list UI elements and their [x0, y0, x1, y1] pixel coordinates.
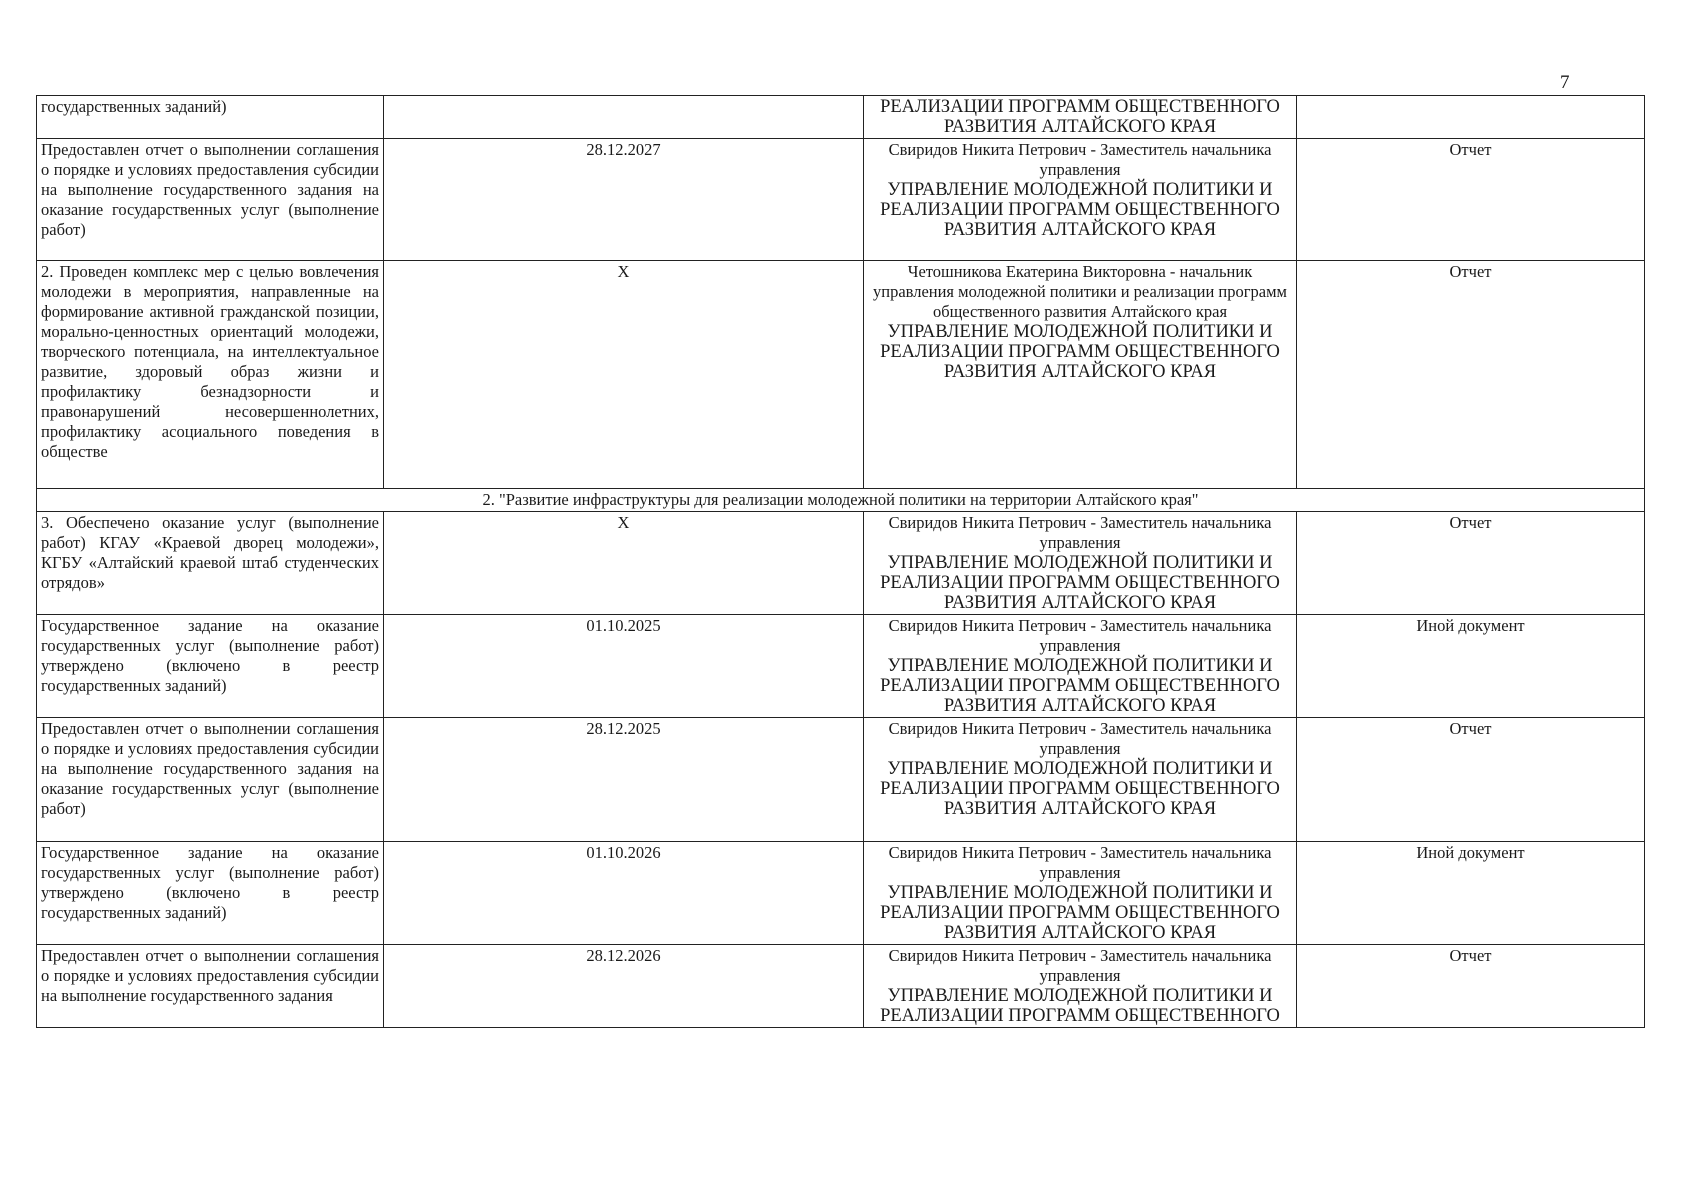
- date-cell: 01.10.2026: [384, 842, 864, 945]
- responsible-cell: [864, 842, 1297, 945]
- department-name: УПРАВЛЕНИЕ МОЛОДЕЖНОЙ ПОЛИТИКИ И РЕАЛИЗАЦИИ ПРОГРАММ ОБЩЕСТВЕННОГО РАЗВИТИЯ АЛТАЙСКОГО КРАЯ: [880, 883, 1280, 943]
- date-cell: 28.12.2027: [384, 139, 864, 261]
- document-type-cell: Отчет: [1297, 512, 1645, 615]
- responsible-cell: [864, 945, 1297, 1028]
- responsible-person: Свиридов Никита Петрович - Заместитель начальника управления: [888, 719, 1272, 758]
- event-cell: Предоставлен отчет о выполнении соглашения о порядке и условиях предоставления субсидии на выполнение государственного задания: [37, 945, 384, 1028]
- responsible-person: Четошникова Екатерина Викторовна - начальник управления молодежной политики и реализации программ общественного развития Алтайского края: [872, 262, 1287, 321]
- responsible-cell: [864, 512, 1297, 615]
- department-name: УПРАВЛЕНИЕ МОЛОДЕЖНОЙ ПОЛИТИКИ И РЕАЛИЗАЦИИ ПРОГРАММ ОБЩЕСТВЕННОГО: [880, 986, 1280, 1026]
- department-name: УПРАВЛЕНИЕ МОЛОДЕЖНОЙ ПОЛИТИКИ И РЕАЛИЗАЦИИ ПРОГРАММ ОБЩЕСТВЕННОГО РАЗВИТИЯ АЛТАЙСКОГО КРАЯ: [880, 759, 1280, 819]
- event-cell: государственных заданий): [37, 96, 384, 139]
- document-type-cell: [1297, 96, 1645, 139]
- responsible-cell: [864, 261, 1297, 489]
- responsible-person: Свиридов Никита Петрович - Заместитель начальника управления: [888, 140, 1272, 179]
- document-type-cell: Отчет: [1297, 945, 1645, 1028]
- document-type-cell: Иной документ: [1297, 842, 1645, 945]
- document-type-cell: Отчет: [1297, 261, 1645, 489]
- section-title: 2. "Развитие инфраструктуры для реализации молодежной политики на территории Алтайского края": [37, 489, 1645, 512]
- responsible-person: Свиридов Никита Петрович - Заместитель начальника управления: [888, 616, 1272, 655]
- event-cell: 2. Проведен комплекс мер с целью вовлечения молодежи в мероприятия, направленные на формирование активной гражданской позиции, морально-ценностных ориентаций молодежи, творческого потенциала, на интеллектуальное развитие, здоровый образ жизни и профилактику безнадзорности и правонарушений несовершеннолетних, профилактику асоциального поведения в обществе: [37, 261, 384, 489]
- date-cell: 01.10.2025: [384, 615, 864, 718]
- table-row: [37, 139, 1645, 261]
- responsible-person: Свиридов Никита Петрович - Заместитель начальника управления: [888, 946, 1272, 985]
- date-cell: 28.12.2025: [384, 718, 864, 842]
- event-cell: 3. Обеспечено оказание услуг (выполнение работ) КГАУ «Краевой дворец молодежи», КГБУ «Алтайский краевой штаб студенческих отрядов»: [37, 512, 384, 615]
- table-row: [37, 842, 1645, 945]
- page-number: 7: [1560, 72, 1570, 93]
- department-name: УПРАВЛЕНИЕ МОЛОДЕЖНОЙ ПОЛИТИКИ И РЕАЛИЗАЦИИ ПРОГРАММ ОБЩЕСТВЕННОГО РАЗВИТИЯ АЛТАЙСКОГО КРАЯ: [880, 553, 1280, 613]
- date-cell: [384, 96, 864, 139]
- event-cell: Предоставлен отчет о выполнении соглашения о порядке и условиях предоставления субсидии на выполнение государственного задания на оказание государственных услуг (выполнение работ): [37, 139, 384, 261]
- document-type-cell: Иной документ: [1297, 615, 1645, 718]
- control-points-table: [36, 95, 1645, 1028]
- table-row: [37, 261, 1645, 489]
- date-cell: X: [384, 512, 864, 615]
- table-row: [37, 718, 1645, 842]
- document-type-cell: Отчет: [1297, 139, 1645, 261]
- table-row: [37, 945, 1645, 1028]
- responsible-person: Свиридов Никита Петрович - Заместитель начальника управления: [888, 843, 1272, 882]
- department-name: УПРАВЛЕНИЕ МОЛОДЕЖНОЙ ПОЛИТИКИ И РЕАЛИЗАЦИИ ПРОГРАММ ОБЩЕСТВЕННОГО РАЗВИТИЯ АЛТАЙСКОГО КРАЯ: [880, 656, 1280, 716]
- event-cell: Государственное задание на оказание государственных услуг (выполнение работ) утверждено (включено в реестр государственных заданий): [37, 842, 384, 945]
- date-cell: 28.12.2026: [384, 945, 864, 1028]
- section-header-row: [37, 489, 1645, 512]
- department-name: УПРАВЛЕНИЕ МОЛОДЕЖНОЙ ПОЛИТИКИ И РЕАЛИЗАЦИИ ПРОГРАММ ОБЩЕСТВЕННОГО РАЗВИТИЯ АЛТАЙСКОГО КРАЯ: [880, 180, 1280, 240]
- event-cell: Предоставлен отчет о выполнении соглашения о порядке и условиях предоставления субсидии на выполнение государственного задания на оказание государственных услуг (выполнение работ): [37, 718, 384, 842]
- date-cell: X: [384, 261, 864, 489]
- table-row: [37, 615, 1645, 718]
- department-name: РЕАЛИЗАЦИИ ПРОГРАММ ОБЩЕСТВЕННОГО РАЗВИТИЯ АЛТАЙСКОГО КРАЯ: [880, 97, 1280, 137]
- table-row: [37, 512, 1645, 615]
- event-cell: Государственное задание на оказание государственных услуг (выполнение работ) утверждено (включено в реестр государственных заданий): [37, 615, 384, 718]
- department-name: УПРАВЛЕНИЕ МОЛОДЕЖНОЙ ПОЛИТИКИ И РЕАЛИЗАЦИИ ПРОГРАММ ОБЩЕСТВЕННОГО РАЗВИТИЯ АЛТАЙСКОГО КРАЯ: [880, 322, 1280, 382]
- table-row: [37, 96, 1645, 139]
- responsible-cell: [864, 139, 1297, 261]
- responsible-cell: [864, 718, 1297, 842]
- responsible-person: Свиридов Никита Петрович - Заместитель начальника управления: [888, 513, 1272, 552]
- document-type-cell: Отчет: [1297, 718, 1645, 842]
- responsible-cell: [864, 615, 1297, 718]
- responsible-cell: [864, 96, 1297, 139]
